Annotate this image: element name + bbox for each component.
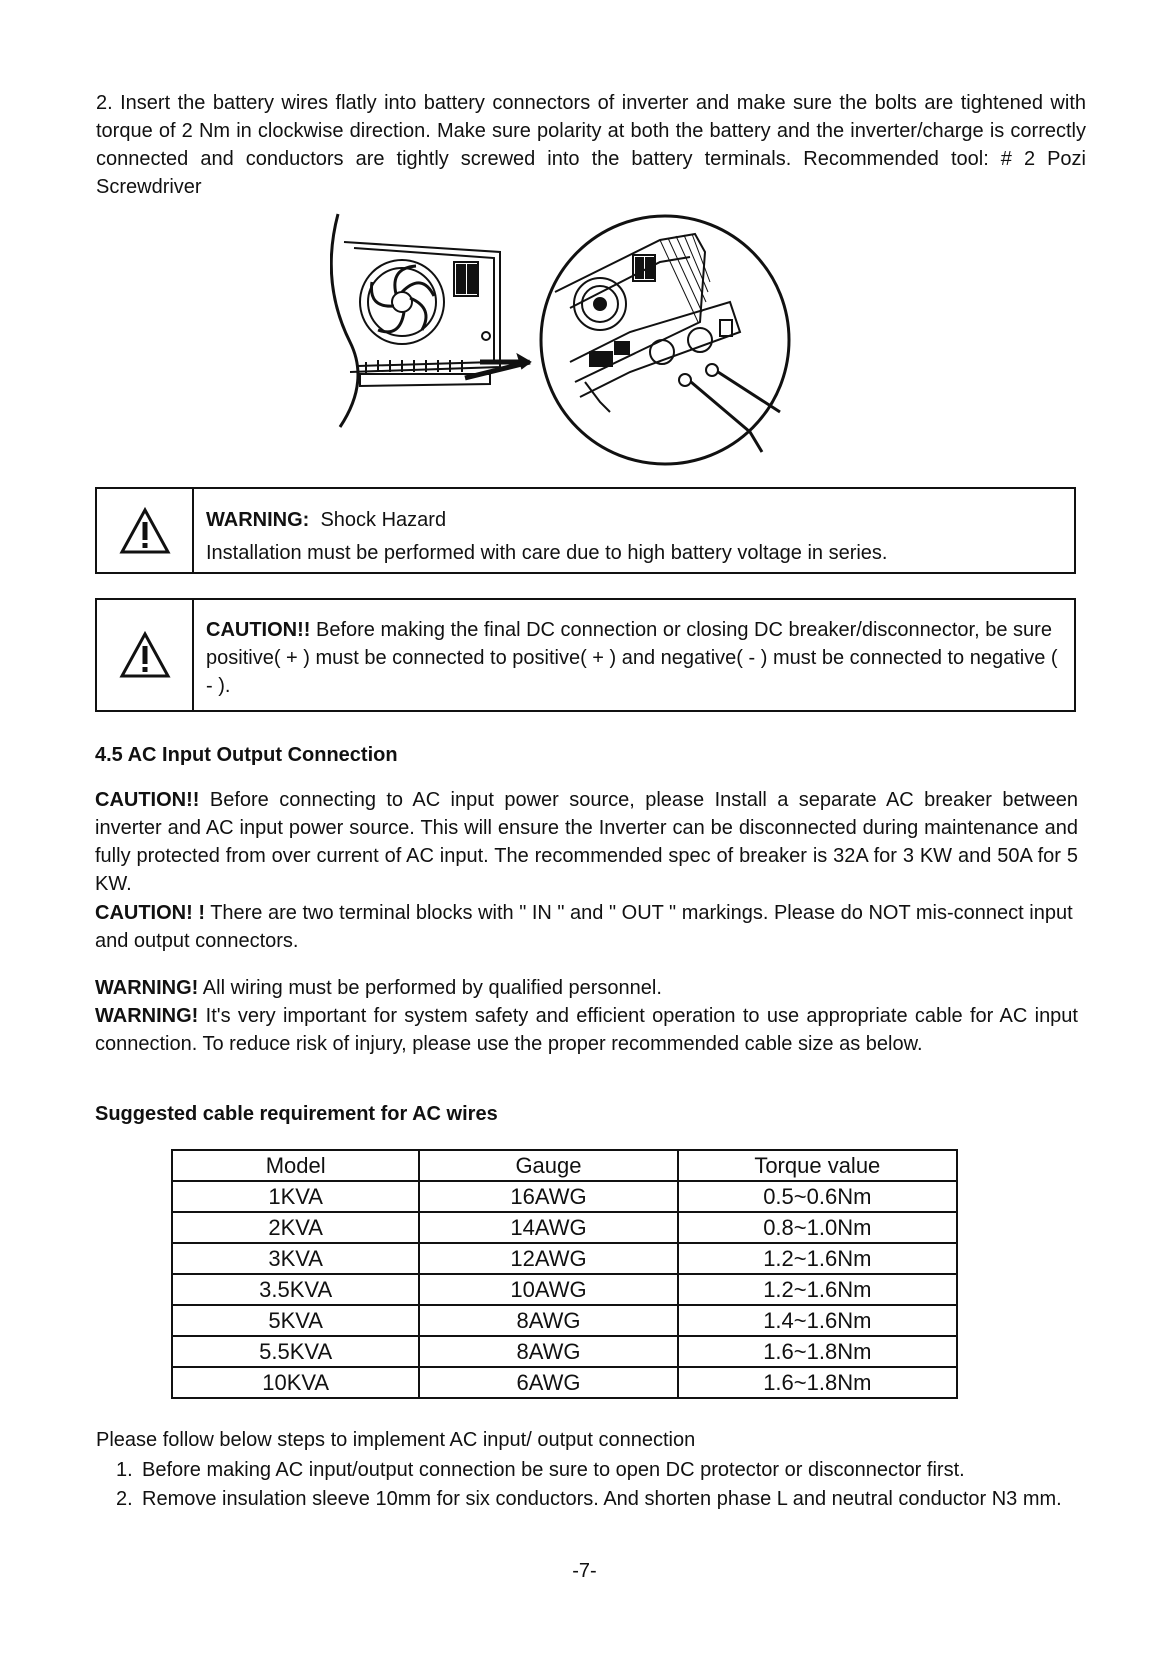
ac-caution-label: CAUTION!!: [95, 789, 200, 811]
inverter-side-view: [331, 214, 520, 427]
cell-model: 5KVA: [172, 1305, 419, 1336]
table-row: [172, 1212, 957, 1243]
cell-torque: 1.4~1.6Nm: [678, 1305, 957, 1336]
section-heading: 4.5 AC Input Output Connection: [95, 744, 398, 766]
cell-torque: 1.2~1.6Nm: [678, 1243, 957, 1274]
cell-gauge: 16AWG: [419, 1181, 677, 1212]
cell-gauge: 10AWG: [419, 1274, 677, 1305]
cell-torque: 1.6~1.8Nm: [678, 1336, 957, 1367]
warning-title: Shock Hazard: [320, 509, 447, 531]
step-text: Before making AC input/output connection be sure to open DC protector or disconnector first.: [142, 1459, 965, 1481]
battery-connection-illustration: [330, 212, 800, 470]
warning-title-line: [206, 504, 887, 537]
cell-model: 2KVA: [172, 1212, 419, 1243]
cell-model: 5.5KVA: [172, 1336, 419, 1367]
cell-gauge: 8AWG: [419, 1336, 677, 1367]
table-row: [172, 1336, 957, 1367]
cell-gauge: 14AWG: [419, 1212, 677, 1243]
step-text: Remove insulation sleeve 10mm for six conductors. And shorten phase L and neutral conductor N3 mm.: [142, 1488, 1062, 1510]
cell-torque: 0.5~0.6Nm: [678, 1181, 957, 1212]
cell-torque: 1.6~1.8Nm: [678, 1367, 957, 1398]
terminal-caution-text: There are two terminal blocks with " IN " and " OUT " markings. Please do NOT mis-connect input and output connectors.: [95, 902, 1073, 952]
table-row: [172, 1243, 957, 1274]
cell-gauge: 6AWG: [419, 1367, 677, 1398]
cell-gauge: 12AWG: [419, 1243, 677, 1274]
warning-triangle-icon: [119, 507, 171, 555]
cell-model: 10KVA: [172, 1367, 419, 1398]
terminal-caution-paragraph: [95, 899, 1078, 955]
ac-caution-text: Before connecting to AC input power source, please Install a separate AC breaker between inverter and AC input power source. This will ensure the Inverter can be disconnected during maintenance and fully protected from over current of AC input. The recommended spec of breaker is 32A for 3 KW and 50A for 5 KW.: [95, 789, 1078, 895]
battery-wire-instruction: 2. Insert the battery wires flatly into battery connectors of inverter and make sure the bolts are tightened with torque of 2 Nm in clockwise direction. Make sure polarity at both the battery and the inverter/charge is correctly connected and conductors are tightly screwed into the battery terminals. Recommended tool: # 2 Pozi Screwdriver: [96, 92, 1086, 198]
header-torque: Torque value: [678, 1150, 957, 1181]
list-item: [116, 1485, 1080, 1514]
list-item: [116, 1456, 1080, 1485]
cell-model: 3KVA: [172, 1243, 419, 1274]
warning-label: WARNING:: [206, 509, 310, 531]
connection-steps-list: [116, 1456, 1080, 1514]
cable-requirement-table: [171, 1149, 958, 1399]
header-gauge: Gauge: [419, 1150, 677, 1181]
page-number: -7-: [572, 1560, 597, 1582]
warning-triangle-icon: [119, 631, 171, 679]
cable-warning-label: WARNING!: [95, 1005, 199, 1027]
warning-text: [194, 489, 893, 572]
warning-body: Installation must be performed with care due to high battery voltage in series.: [206, 542, 888, 564]
caution-label: CAUTION!!: [206, 619, 311, 641]
terminal-caution-label: CAUTION! !: [95, 902, 205, 924]
caution-icon-cell: [97, 600, 194, 710]
ac-caution-paragraph: [95, 786, 1078, 898]
wiring-warning-label: WARNING!: [95, 977, 199, 999]
cell-model: 1KVA: [172, 1181, 419, 1212]
caution-text: [194, 600, 1074, 710]
magnified-terminal-view: [541, 216, 789, 464]
wiring-warning-text: All wiring must be performed by qualified personnel.: [202, 977, 662, 999]
table-row: [172, 1274, 957, 1305]
warning-icon-cell: [97, 489, 194, 572]
cell-model: 3.5KVA: [172, 1274, 419, 1305]
step-number: 1.: [116, 1459, 133, 1481]
wiring-warning-paragraph: [95, 974, 1078, 1002]
cell-torque: 0.8~1.0Nm: [678, 1212, 957, 1243]
warning-box: [95, 487, 1076, 574]
caution-box: [95, 598, 1076, 712]
cell-gauge: 8AWG: [419, 1305, 677, 1336]
steps-intro: Please follow below steps to implement AC input/ output connection: [96, 1429, 696, 1451]
header-model: Model: [172, 1150, 419, 1181]
cable-warning-paragraph: [95, 1002, 1078, 1058]
table-row: [172, 1367, 957, 1398]
cell-torque: 1.2~1.6Nm: [678, 1274, 957, 1305]
step-number: 2.: [116, 1488, 133, 1510]
table-row: [172, 1181, 957, 1212]
table-heading: Suggested cable requirement for AC wires: [95, 1103, 498, 1125]
table-header-row: [172, 1150, 957, 1181]
cable-warning-text: It's very important for system safety and efficient operation to use appropriate cable for AC input connection. To reduce risk of injury, please use the proper recommended cable size as below.: [95, 1005, 1078, 1055]
caution-body: Before making the final DC connection or closing DC breaker/disconnector, be sure positive( + ) must be connected to positive( + ) and negative( - ) must be connected to negative ( - ).: [206, 619, 1058, 697]
table-row: [172, 1305, 957, 1336]
